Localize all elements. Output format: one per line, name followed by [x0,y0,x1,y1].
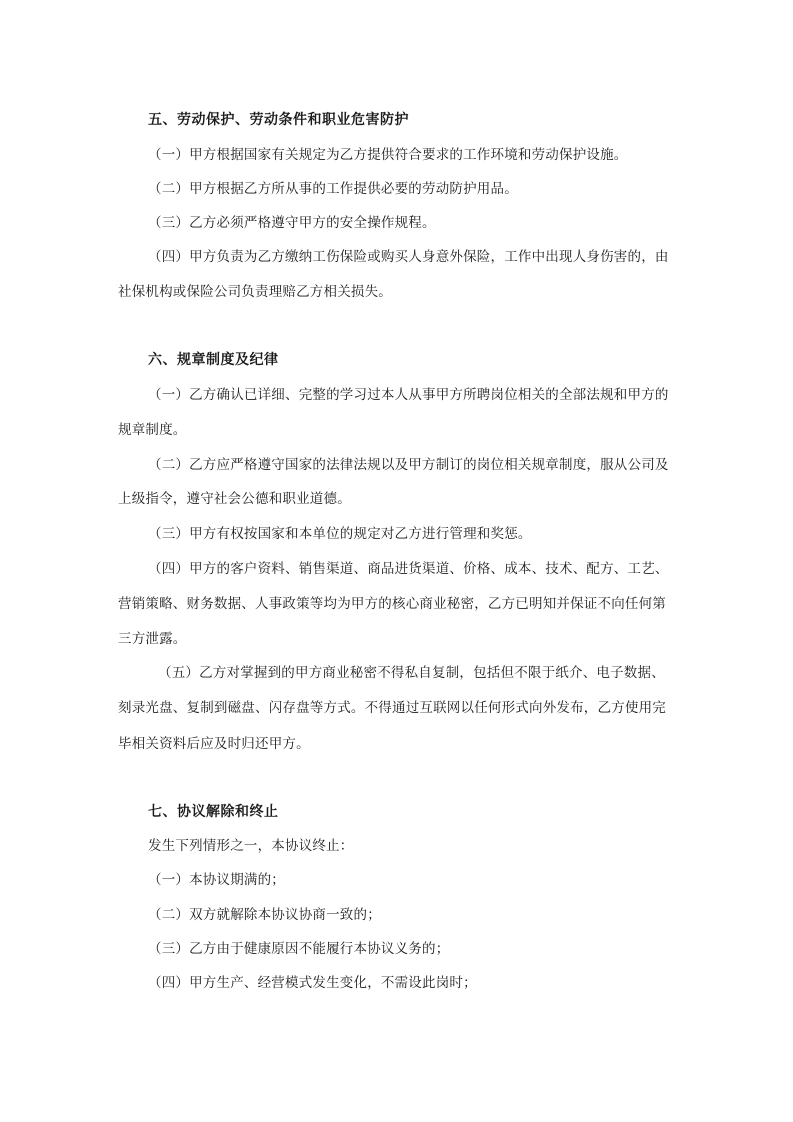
section-5-heading: 五、劳动保护、劳动条件和职业危害防护 [148,112,409,128]
section-5-paragraph-3: （三）乙方必须严格遵守甲方的安全操作规程。 [148,215,436,231]
section-7-item-4: （四）甲方生产、经营模式发生变化，不需设此岗时； [148,975,477,991]
section-6-paragraph-4-line-3: 三方泄露。 [118,631,187,647]
section-5-paragraph-1: （一）甲方根据国家有关规定为乙方提供符合要求的工作环境和劳动保护设施。 [148,147,628,163]
section-5-paragraph-2: （二）甲方根据乙方所从事的工作提供必要的劳动防护用品。 [148,181,518,197]
section-7-heading: 七、协议解除和终止 [148,804,279,820]
section-6-paragraph-5-line-2: 刻录光盘、复制到磁盘、闪存盘等方式。不得通过互联网以任何形式向外发布，乙方使用完 [118,700,666,716]
section-7-item-3: （三）乙方由于健康原因不能履行本协议义务的； [148,941,450,957]
section-5-paragraph-4-line-1: （四）甲方负责为乙方缴纳工伤保险或购买人身意外保险，工作中出现人身伤害的，由 [148,249,669,265]
section-6-paragraph-5-line-3: 毕相关资料后应及时归还甲方。 [118,736,310,752]
section-6-paragraph-1-line-2: 规章制度。 [118,422,187,438]
section-6-paragraph-5-line-1: （五）乙方对掌握到的甲方商业秘密不得私自复制，包括但不限于纸介、电子数据、 [158,665,665,681]
section-6-paragraph-3: （三）甲方有权按国家和本单位的规定对乙方进行管理和奖惩。 [148,526,532,542]
section-6-paragraph-2-line-1: （二）乙方应严格遵守国家的法律法规以及甲方制订的岗位相关规章制度，服从公司及 [148,457,669,473]
section-6-paragraph-1-line-1: （一）乙方确认已详细、完整的学习过本人从事甲方所聘岗位相关的全部法规和甲方的 [148,387,669,403]
section-6-paragraph-4-line-2: 营销策略、财务数据、人事政策等均为甲方的核心商业秘密，乙方已明知并保证不向任何第 [118,596,666,612]
section-7-intro: 发生下列情形之一，本协议终止： [148,838,354,854]
section-6-paragraph-2-line-2: 上级指令，遵守社会公德和职业道德。 [118,491,351,507]
section-7-item-2: （二）双方就解除本协议协商一致的； [148,907,381,923]
section-6-paragraph-4-line-1: （四）甲方的客户资料、销售渠道、商品进货渠道、价格、成本、技术、配方、工艺、 [148,561,669,577]
section-6-heading: 六、规章制度及纪律 [148,352,279,368]
section-7-item-1: （一）本协议期满的； [148,872,285,888]
section-5-paragraph-4-line-2: 社保机构或保险公司负责理赔乙方相关损失。 [118,284,392,300]
